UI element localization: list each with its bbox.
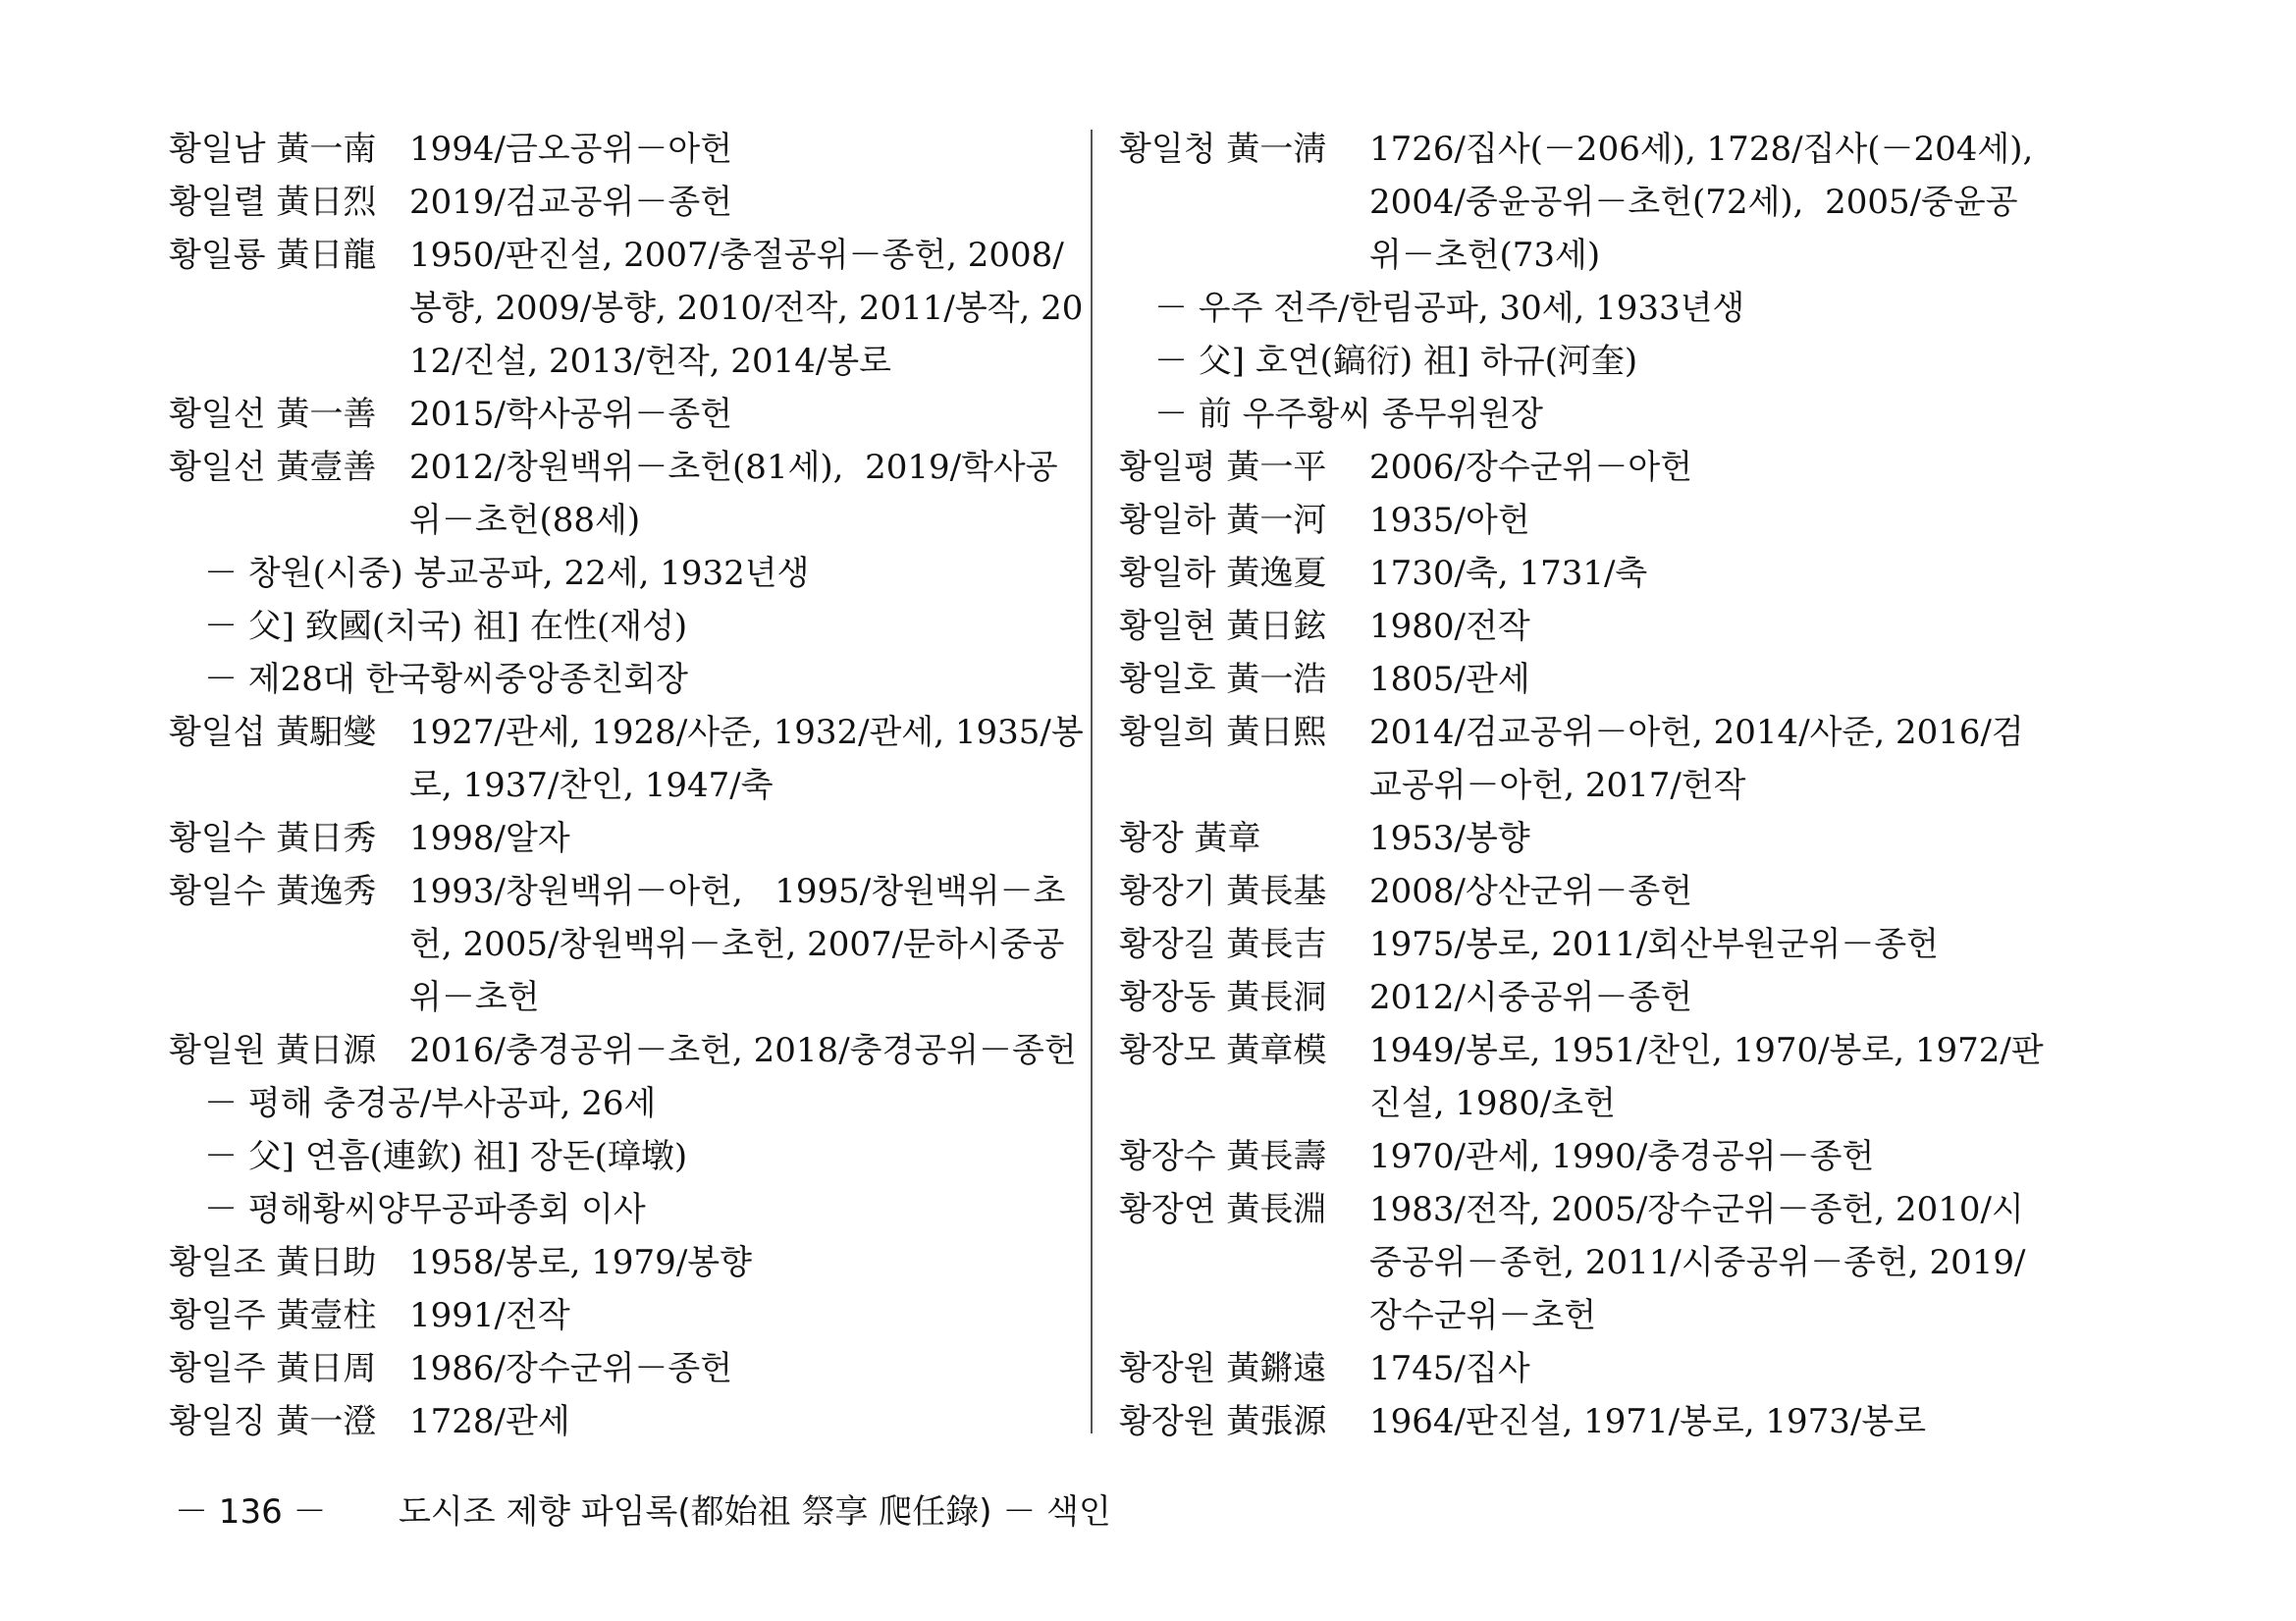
index-entry <box>169 123 1072 176</box>
record-text <box>1369 441 2052 494</box>
record-text <box>409 706 1084 812</box>
index-entry <box>169 1289 1072 1342</box>
person-name: 황일원 黃日源 <box>169 1031 377 1070</box>
person-name: 황일선 黃壹善 <box>169 448 377 487</box>
record-text <box>1369 600 2052 653</box>
index-note: － 前 우주황씨 종무위원장 <box>1154 395 1544 434</box>
record-line: 2012/창원백위－초헌(81세), 2019/학사공 <box>409 448 1058 487</box>
person-name: 황장길 黃長吉 <box>1119 925 1327 964</box>
person-name: 황일현 黃日鉉 <box>1119 607 1327 646</box>
person-name: 황일렬 黃日烈 <box>169 183 377 222</box>
left-column <box>169 123 1084 1448</box>
record-text <box>409 1342 1072 1395</box>
record-text <box>409 388 1072 441</box>
person-name: 황장원 黃張源 <box>1119 1402 1327 1441</box>
person-name: 황일호 黃一浩 <box>1119 660 1327 699</box>
record-line: 1726/집사(－206세), 1728/집사(－204세), <box>1369 130 2034 169</box>
index-entry <box>1119 1395 2052 1448</box>
index-entry <box>1119 1024 2052 1130</box>
column-divider <box>1091 130 1093 1433</box>
record-line: 1730/축, 1731/축 <box>1369 554 1648 593</box>
index-entry <box>1119 653 2052 706</box>
page-number: － 136 － <box>175 1492 327 1532</box>
record-line: 진설, 1980/초헌 <box>1369 1084 1616 1123</box>
record-text <box>1369 971 2052 1024</box>
right-column <box>1119 123 2052 1448</box>
index-entry <box>169 706 1084 812</box>
index-note: － 父] 호연(鎬衍) 祖] 하규(河奎) <box>1154 342 1638 381</box>
index-entry <box>1119 971 2052 1024</box>
record-line: 교공위－아헌, 2017/헌작 <box>1369 766 1746 805</box>
record-text <box>1369 918 2052 971</box>
record-line: 1986/장수군위－종헌 <box>409 1349 733 1388</box>
record-line: 2015/학사공위－종헌 <box>409 395 733 434</box>
record-text <box>409 1289 1072 1342</box>
record-text <box>409 865 1072 1024</box>
person-name: 황일청 黃一淸 <box>1119 130 1327 169</box>
person-name: 황일조 黃日助 <box>169 1243 377 1282</box>
record-line: 2012/시중공위－종헌 <box>1369 978 1693 1017</box>
book-title: 도시조 제향 파임록(都始祖 祭享 爬任錄) － 색인 <box>399 1492 1111 1532</box>
index-entry <box>169 1395 1072 1448</box>
person-name: 황장원 黃鏘遠 <box>1119 1349 1327 1388</box>
person-name: 황일섭 黃馹燮 <box>169 713 377 752</box>
record-text <box>1369 1130 2052 1183</box>
record-line: 1935/아헌 <box>1369 501 1530 540</box>
index-entry <box>1119 494 2052 547</box>
record-text <box>409 441 1072 547</box>
record-line: 위－초헌 <box>409 978 540 1017</box>
record-text <box>1369 1342 2052 1395</box>
index-entry <box>1119 918 2052 971</box>
record-line: 12/진설, 2013/헌작, 2014/봉로 <box>409 342 891 381</box>
index-entry <box>169 229 1084 388</box>
person-name: 황일수 黃逸秀 <box>169 872 377 911</box>
record-line: 봉향, 2009/봉향, 2010/전작, 2011/봉작, 20 <box>409 289 1084 328</box>
person-name: 황장수 黃長壽 <box>1119 1137 1327 1176</box>
index-entry <box>1119 123 2052 282</box>
record-line: 1745/집사 <box>1369 1349 1530 1388</box>
record-line: 로, 1937/찬인, 1947/축 <box>409 766 774 805</box>
record-text <box>1369 865 2052 918</box>
record-line: 2014/검교공위－아헌, 2014/사준, 2016/검 <box>1369 713 2024 752</box>
index-entry <box>169 176 1072 229</box>
person-name: 황장기 黃長基 <box>1119 872 1327 911</box>
index-note: － 父] 致國(치국) 祖] 在性(재성) <box>204 607 688 646</box>
index-entry <box>169 1236 1072 1289</box>
record-line: 1953/봉향 <box>1369 819 1530 858</box>
index-entry <box>1119 1342 2052 1395</box>
record-text <box>1369 1395 2052 1448</box>
person-name: 황일룡 黃日龍 <box>169 236 377 275</box>
record-text <box>1369 653 2052 706</box>
record-text <box>1369 547 2052 600</box>
person-name: 황장모 黃章模 <box>1119 1031 1327 1070</box>
index-entry <box>1119 1130 2052 1183</box>
index-entry <box>1119 865 2052 918</box>
record-line: 장수군위－초헌 <box>1369 1296 1597 1335</box>
person-name: 황일희 黃日熙 <box>1119 713 1327 752</box>
record-text <box>409 176 1072 229</box>
record-text <box>409 123 1072 176</box>
index-entry <box>1119 1183 2052 1342</box>
record-line: 1970/관세, 1990/충경공위－종헌 <box>1369 1137 1875 1176</box>
record-line: 위－초헌(88세) <box>409 501 641 540</box>
index-entry <box>1119 812 2052 865</box>
person-name: 황일수 黃日秀 <box>169 819 377 858</box>
index-entry <box>169 388 1072 441</box>
person-name: 황일주 黃日周 <box>169 1349 377 1388</box>
record-line: 2008/상산군위－종헌 <box>1369 872 1693 911</box>
index-entry <box>1119 706 2052 812</box>
record-line: 1993/창원백위－아헌, 1995/창원백위－초 <box>409 872 1066 911</box>
record-line: 1958/봉로, 1979/봉향 <box>409 1243 752 1282</box>
record-line: 1994/금오공위－아헌 <box>409 130 733 169</box>
person-name: 황일하 黃一河 <box>1119 501 1327 540</box>
record-line: 1805/관세 <box>1369 660 1530 699</box>
record-line: 중공위－종헌, 2011/시중공위－종헌, 2019/ <box>1369 1243 2026 1282</box>
page-footer <box>175 1490 1111 1534</box>
record-line: 2019/검교공위－종헌 <box>409 183 733 222</box>
person-name: 황일징 黃一澄 <box>169 1402 377 1441</box>
record-text <box>409 229 1083 388</box>
person-name: 황일주 黃壹柱 <box>169 1296 377 1335</box>
record-text <box>1369 1183 2052 1342</box>
record-line: 1975/봉로, 2011/회산부원군위－종헌 <box>1369 925 1940 964</box>
index-note: － 창원(시중) 봉교공파, 22세, 1932년생 <box>204 554 810 593</box>
record-text <box>1369 812 2052 865</box>
index-note: － 父] 연흠(連欽) 祖] 장돈(璋墩) <box>204 1137 688 1176</box>
index-entry <box>1119 441 2052 494</box>
record-line: 1998/알자 <box>409 819 570 858</box>
record-text <box>409 1236 1072 1289</box>
record-text <box>409 1024 1077 1077</box>
person-name: 황일하 黃逸夏 <box>1119 554 1327 593</box>
person-name: 황일평 黃一平 <box>1119 448 1327 487</box>
index-entry <box>1119 600 2052 653</box>
record-line: 1991/전작 <box>409 1296 570 1335</box>
record-text <box>1369 1024 2052 1130</box>
index-entry <box>169 812 1072 865</box>
record-text <box>1369 494 2052 547</box>
index-note: － 제28대 한국황씨중앙종친회장 <box>204 660 689 699</box>
record-line: 1983/전작, 2005/장수군위－종헌, 2010/시 <box>1369 1190 2024 1229</box>
record-line: 1728/관세 <box>409 1402 570 1441</box>
record-line: 1980/전작 <box>1369 607 1530 646</box>
person-name: 황장연 黃長淵 <box>1119 1190 1327 1229</box>
index-entry <box>1119 547 2052 600</box>
record-text <box>409 1395 1072 1448</box>
person-name: 황일남 黃一南 <box>169 130 377 169</box>
record-text <box>1369 706 2052 812</box>
index-note: － 평해황씨양무공파종회 이사 <box>204 1190 646 1229</box>
index-entry <box>169 865 1072 1024</box>
person-name: 황장동 黃長洞 <box>1119 978 1327 1017</box>
index-note: － 평해 충경공/부사공파, 26세 <box>204 1084 657 1123</box>
record-text <box>409 812 1072 865</box>
record-line: 2016/충경공위－초헌, 2018/충경공위－종헌 <box>409 1031 1077 1070</box>
record-line: 1927/관세, 1928/사준, 1932/관세, 1935/봉 <box>409 713 1084 752</box>
record-line: 2006/장수군위－아헌 <box>1369 448 1693 487</box>
index-entry <box>169 1024 1077 1077</box>
record-line: 1964/판진설, 1971/봉로, 1973/봉로 <box>1369 1402 1927 1441</box>
record-text <box>1369 123 2052 282</box>
record-line: 1949/봉로, 1951/찬인, 1970/봉로, 1972/판 <box>1369 1031 2044 1070</box>
record-line: 위－초헌(73세) <box>1369 236 1601 275</box>
person-name: 황일선 黃一善 <box>169 395 377 434</box>
index-entry <box>169 441 1072 547</box>
record-line: 헌, 2005/창원백위－초헌, 2007/문하시중공 <box>409 925 1065 964</box>
record-line: 2004/중윤공위－초헌(72세), 2005/중윤공 <box>1369 183 2018 222</box>
index-entry <box>169 1342 1072 1395</box>
index-note: － 우주 전주/한림공파, 30세, 1933년생 <box>1154 289 1745 328</box>
person-name: 황장 黃章 <box>1119 819 1261 858</box>
record-line: 1950/판진설, 2007/충절공위－종헌, 2008/ <box>409 236 1064 275</box>
